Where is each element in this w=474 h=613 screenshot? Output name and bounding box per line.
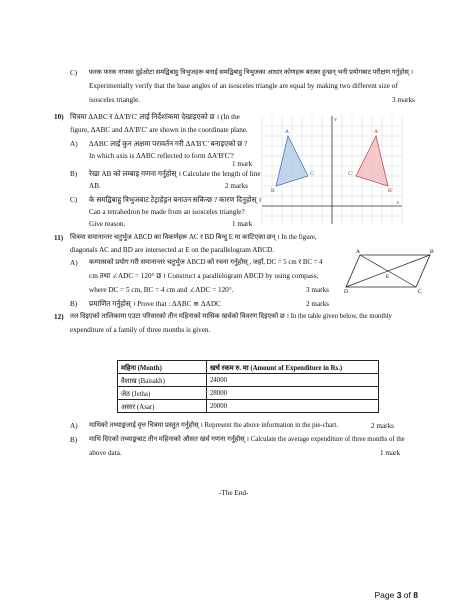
graph-label-c: C (310, 171, 314, 177)
q12a-marks: 2 marks (371, 422, 394, 430)
q11b-line1: प्रमाणित गर्नुहोस् । Prove that : ΔABC ≅ ΔADC (89, 300, 221, 308)
diagonal-bd (346, 255, 430, 287)
graph-label-a: A (285, 129, 289, 135)
graph-label-c2: C' (348, 171, 353, 177)
graph-label-b2: B' (388, 188, 393, 194)
q10-intro1: चित्रमा ΔABC र ΔA'B'C' लाई निर्देशांकमा देखाइएको छ । (In the (70, 113, 240, 121)
q11a-line2: cm तथा ∠ADC = 120° छ । Construct a parallelogram ABCD by using compass, (89, 272, 319, 280)
q10a-line1: ΔABC लाई कुन अक्षमा परावर्तन गरी ΔA'B'C' बनाइएको छ ? (89, 140, 248, 148)
table-cell-amount: 28000 (207, 387, 379, 400)
q12-intro2: expenditure of a family of three months is given. (70, 326, 211, 334)
q10c-label: C) (70, 196, 78, 204)
fig-label-e: E (386, 275, 390, 280)
table-cell-month: जेठ (Jetha) (118, 387, 207, 400)
coordinate-graph (262, 112, 402, 232)
q10c-line2: Can a tetrahedron be made from an isosceles triangle? (89, 208, 245, 216)
q10c-line1: के समद्विबाहु त्रिभुजबाट टेट्राहेड्रन बनाउन सकिन्छ ? कारण दिनुहोस् । (89, 196, 262, 204)
q11-number: 11) (54, 234, 64, 242)
q11a-line3: where DC = 5 cm, BC = 4 cm and ∠ADC = 120°. (89, 286, 234, 294)
table-header-row (118, 361, 379, 374)
q12a-line1: माथिको तथ्याङ्कलाई वृत्त चित्रमा प्रस्तुत गर्नुहोस् । Represent the above information in the pie-chart. (89, 422, 338, 429)
q10b-line2: AB. (89, 182, 101, 190)
q12b-marks: 1 mark (380, 449, 401, 457)
q11-intro2: diagonals AC and BD are intersected at E on the parallelogram ABCD. (70, 246, 274, 254)
q11b-label: B) (70, 300, 78, 308)
q10c-line3: Give reason. (89, 220, 126, 228)
q10c-marks: 1 mark (232, 220, 253, 228)
table-cell-month: असार (Asar) (118, 400, 207, 413)
q12b-line2: above data. (89, 449, 122, 457)
graph-label-a2: A' (374, 129, 379, 135)
q10a-line2: In which axis is ΔABC reflected to form ΔA'B'C'? (89, 152, 234, 160)
fig-label-d: D (344, 289, 348, 295)
q9c-label: C) (70, 69, 78, 77)
q9c-line1: फरक फरक नापका दुईओटा समद्विबाहु त्रिभुजहरू बनाई समद्विबाहु त्रिभुजका आधार कोणहरू बराबर हुन्छन् भनी प्रयोगबाट परीक्षण गर्नुहोस् । (89, 69, 414, 76)
graph-label-x: X (396, 200, 400, 205)
table-cell-month: वैशाख (Baisakh) (118, 374, 207, 387)
q10b-line1: रेखा AB को लम्बाइ गणना गर्नुहोस् । Calculate the length of line (89, 170, 261, 178)
fig-label-c: C (418, 289, 422, 295)
q12b-line1: माथि दिएको तथ्याङ्कबाट तीन महिनाको औसत खर्च गणना गर्नुहोस् । Calculate the average expenditure of three months of the (89, 436, 405, 443)
q11a-line1: कम्पासको प्रयोग गरी समानान्तर चतुर्भुज ABCD को रचना गर्नुहोस् , जहाँ, DC = 5 cm र BC = 4 (89, 259, 323, 266)
q10-number: 10) (54, 113, 64, 121)
table-header-month: महिना (Month) (118, 361, 207, 374)
footer-page-word: Page (374, 590, 395, 600)
footer-current-page: 3 (396, 590, 402, 600)
q12-intro1: तल दिइएको तालिकामा एउटा परिवारको तीन महिनाको मासिक खर्चको विवरण दिइएको छ । In the table given below, the monthly (70, 313, 392, 320)
expenditure-table (117, 360, 379, 413)
fig-label-b: B (430, 249, 434, 255)
table-row (118, 374, 379, 387)
table-cell-amount: 20000 (207, 400, 379, 413)
triangle-a2b2c2 (356, 136, 388, 186)
q12b-label: B) (70, 436, 78, 444)
table-row (118, 400, 379, 413)
table-cell-amount: 24000 (207, 374, 379, 387)
end-text: -The End- (219, 489, 249, 497)
q10b-marks: 2 marks (225, 182, 248, 190)
q10a-label: A) (70, 140, 78, 148)
q11b-marks: 2 marks (306, 300, 329, 308)
table-header-amount: खर्च रकम रु. मा (Amount of Expenditure in Rs.) (207, 361, 379, 374)
q11a-marks: 3 marks (306, 286, 329, 294)
q11-intro1: चित्रमा समानान्तर चतुर्भुज ABCD का विकर्णहरू AC र BD बिन्दु E मा काटिएका छन् । In the figure, (70, 234, 317, 241)
triangle-abc (276, 136, 308, 186)
q12a-label: A) (70, 422, 78, 430)
table-row (118, 387, 379, 400)
graph-label-y: Y (334, 117, 338, 122)
q10b-label: B) (70, 170, 78, 178)
graph-label-b: B (271, 188, 275, 194)
page-footer (374, 590, 418, 600)
footer-of-word: of (403, 590, 411, 600)
q10a-marks: 1 mark (232, 160, 253, 168)
footer-total-pages: 8 (413, 590, 418, 600)
q9c-line2: Experimentally verify that the base angles of an isosceles triangle are equal by making two different size of (89, 82, 398, 90)
q9c-marks: 3 marks (392, 96, 415, 104)
fig-label-a: A (356, 249, 360, 255)
q11a-label: A) (70, 259, 78, 267)
q10-intro2: figure, ΔABC and ΔA'B'C' are shown in the coordinate plane. (70, 126, 248, 134)
parallelogram-figure (346, 245, 436, 295)
q9c-line3: isosceles triangle. (89, 96, 141, 104)
q12-number: 12) (54, 313, 64, 321)
